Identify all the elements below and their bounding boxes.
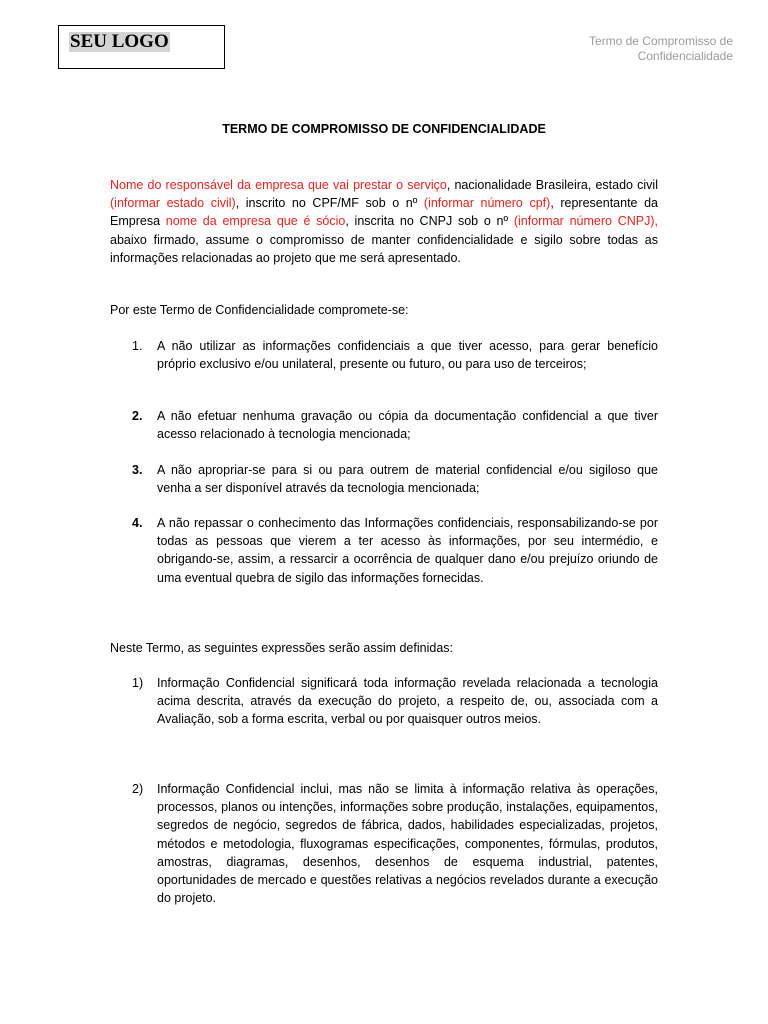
list-item-number: 2.	[132, 409, 143, 423]
responsible-name-placeholder: Nome do responsável da empresa que vai prestar o serviço	[110, 178, 447, 192]
list-item-number: 1)	[132, 676, 144, 690]
document-header-title	[589, 34, 733, 64]
document-title: TERMO DE COMPROMISSO DE CONFIDENCIALIDADE	[222, 122, 546, 136]
list-item-text: A não repassar o conhecimento das Informações confidenciais, responsabilizando-se por todas as pessoas que vierem a ter acesso às informações, por seu intermédio, e obrigando-se, assim, a ressarcir a ocorrência de qualquer dano e/ou prejuízo oriundo de uma eventual quebra de sigilo das informações fornecidas.	[157, 516, 658, 585]
list-item-text: A não efetuar nenhuma gravação ou cópia da documentação confidencial a que tiver acesso relacionado à tecnologia mencionada;	[157, 409, 658, 442]
intro-text-3: , representante da Empresa	[110, 196, 658, 229]
cpf-placeholder: (informar número cpf)	[423, 196, 551, 211]
logo-text: SEU LOGO	[70, 31, 169, 52]
intro-text-5: abaixo firmado, assume o compromisso de manter confidencialidade e sigilo sobre todas as informações relacionadas ao projeto que me será apresentado.	[110, 232, 658, 265]
list-item-number: 2)	[132, 782, 144, 796]
definitions-intro: Neste Termo, as seguintes expressões serão assim definidas:	[110, 641, 453, 655]
list-item-text: Informação Confidencial inclui, mas não se limita à informação relativa às operações, processos, planos ou intenções, informações sobre produção, instalações, equipamentos, segredos de negócio, segredos de fábrica, dados, habilidades especializadas, projetos, métodos e metodologia, fluxogramas especificações, componentes, fórmulas, produtos, amostras, diagramas, desenhos, desenhos de esquema industrial, patentes, oportunidades de mercado e questões relativas a negócios revelados durante a execução do projeto.	[157, 782, 658, 906]
cnpj-placeholder: (informar número CNPJ),	[513, 214, 658, 229]
list-item-text: A não utilizar as informações confidenciais a que tiver acesso, para gerar benefício próprio exclusivo e/ou unilateral, presente ou futuro, ou para uso de terceiros;	[157, 339, 658, 372]
list-item-number: 3.	[132, 463, 143, 477]
intro-paragraph	[110, 176, 658, 267]
list-item-number: 1.	[132, 339, 143, 353]
list-item-text: Informação Confidencial significará toda informação revelada relacionada a tecnologia acima descrita, através da execução do projeto, a respeito de, ou, associada com a Avaliação, sob a forma escrita, verbal ou por quaisquer outros meios.	[157, 676, 658, 727]
list-item-text: A não apropriar-se para si ou para outrem de material confidencial e/ou sigiloso que venha a ser disponível através da tecnologia mencionada;	[157, 463, 658, 496]
header-title-line1: Termo de Compromisso de	[588, 34, 733, 48]
intro-text-4: , inscrita no CNPJ sob o nº	[345, 214, 514, 229]
company-name-placeholder: nome da empresa que é sócio	[165, 214, 346, 229]
intro-text-2: , inscrito no CPF/MF sob o nº	[235, 196, 424, 211]
header-title-line2: Confidencialidade	[637, 49, 733, 63]
commitment-intro: Por este Termo de Confidencialidade compromete-se:	[110, 303, 409, 317]
marital-status-placeholder: (informar estado civil)	[110, 196, 236, 211]
logo-box	[58, 25, 225, 69]
list-item-number: 4.	[132, 516, 143, 530]
intro-text-1: , nacionalidade Brasileira, estado civil	[446, 178, 658, 192]
